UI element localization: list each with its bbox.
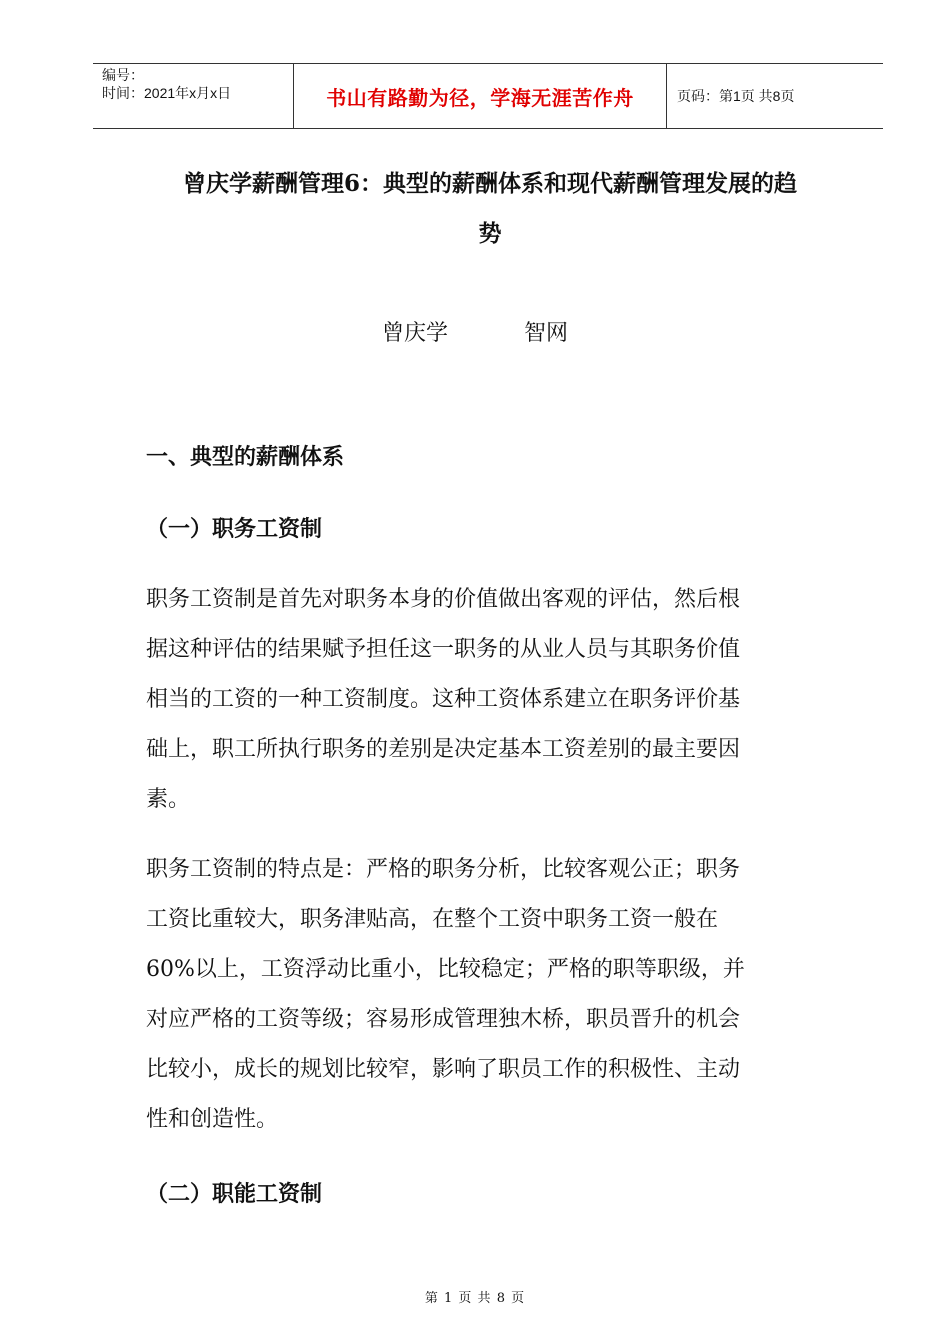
page-info-text: 页码：第1页 共8页 bbox=[677, 88, 795, 104]
paragraph-2 bbox=[146, 845, 846, 1145]
document-title-line-1: 曾庆学薪酬管理6：典型的薪酬体系和现代薪酬管理发展的趋 bbox=[182, 170, 797, 197]
header-motto-cell bbox=[294, 64, 667, 128]
paragraph-line: 工资比重较大，职务津贴高，在整个工资中职务工资一般在 bbox=[146, 907, 719, 932]
page-footer: 第 1 页 共 8 页 bbox=[424, 1291, 526, 1306]
serial-number-label: 编号： bbox=[102, 67, 144, 83]
paragraph-line: 相当的工资的一种工资制度。这种工资体系建立在职务评价基 bbox=[146, 687, 741, 712]
author-line bbox=[0, 316, 950, 347]
paragraph-line: 性和创造性。 bbox=[146, 1107, 279, 1132]
time-label: 时间：2021年x月x日 bbox=[102, 85, 232, 101]
paragraph-line: 职务工资制是首先对职务本身的价值做出客观的评估，然后根 bbox=[146, 587, 741, 612]
paragraph-line: 础上，职工所执行职务的差别是决定基本工资差别的最主要因 bbox=[146, 737, 741, 762]
subsection-heading-1: （一）职务工资制 bbox=[146, 516, 323, 542]
section-heading-1: 一、典型的薪酬体系 bbox=[146, 444, 345, 470]
header-page-info bbox=[667, 64, 883, 128]
paragraph-line: 60%以上，工资浮动比重小，比较稳定；严格的职等职级，并 bbox=[146, 957, 745, 982]
paragraph-line: 对应严格的工资等级；容易形成管理独木桥，职员晋升的机会 bbox=[146, 1007, 741, 1032]
paragraph-line: 据这种评估的结果赋予担任这一职务的从业人员与其职务价值 bbox=[146, 637, 741, 662]
author-source: 智网 bbox=[524, 321, 569, 346]
author-name: 曾庆学 bbox=[381, 321, 448, 346]
page-header bbox=[93, 63, 883, 129]
paragraph-line: 职务工资制的特点是：严格的职务分析，比较客观公正；职务 bbox=[146, 857, 741, 882]
paragraph-line: 素。 bbox=[146, 787, 191, 812]
document-title-line-2: 势 bbox=[478, 220, 502, 247]
header-meta bbox=[93, 64, 294, 128]
paragraph-line: 比较小，成长的规划比较窄，影响了职员工作的积极性、主动 bbox=[146, 1057, 741, 1082]
paragraph-1 bbox=[146, 575, 846, 825]
motto-text: 书山有路勤为径，学海无涯苦作舟 bbox=[326, 85, 634, 110]
subsection-heading-2: （二）职能工资制 bbox=[146, 1181, 323, 1207]
